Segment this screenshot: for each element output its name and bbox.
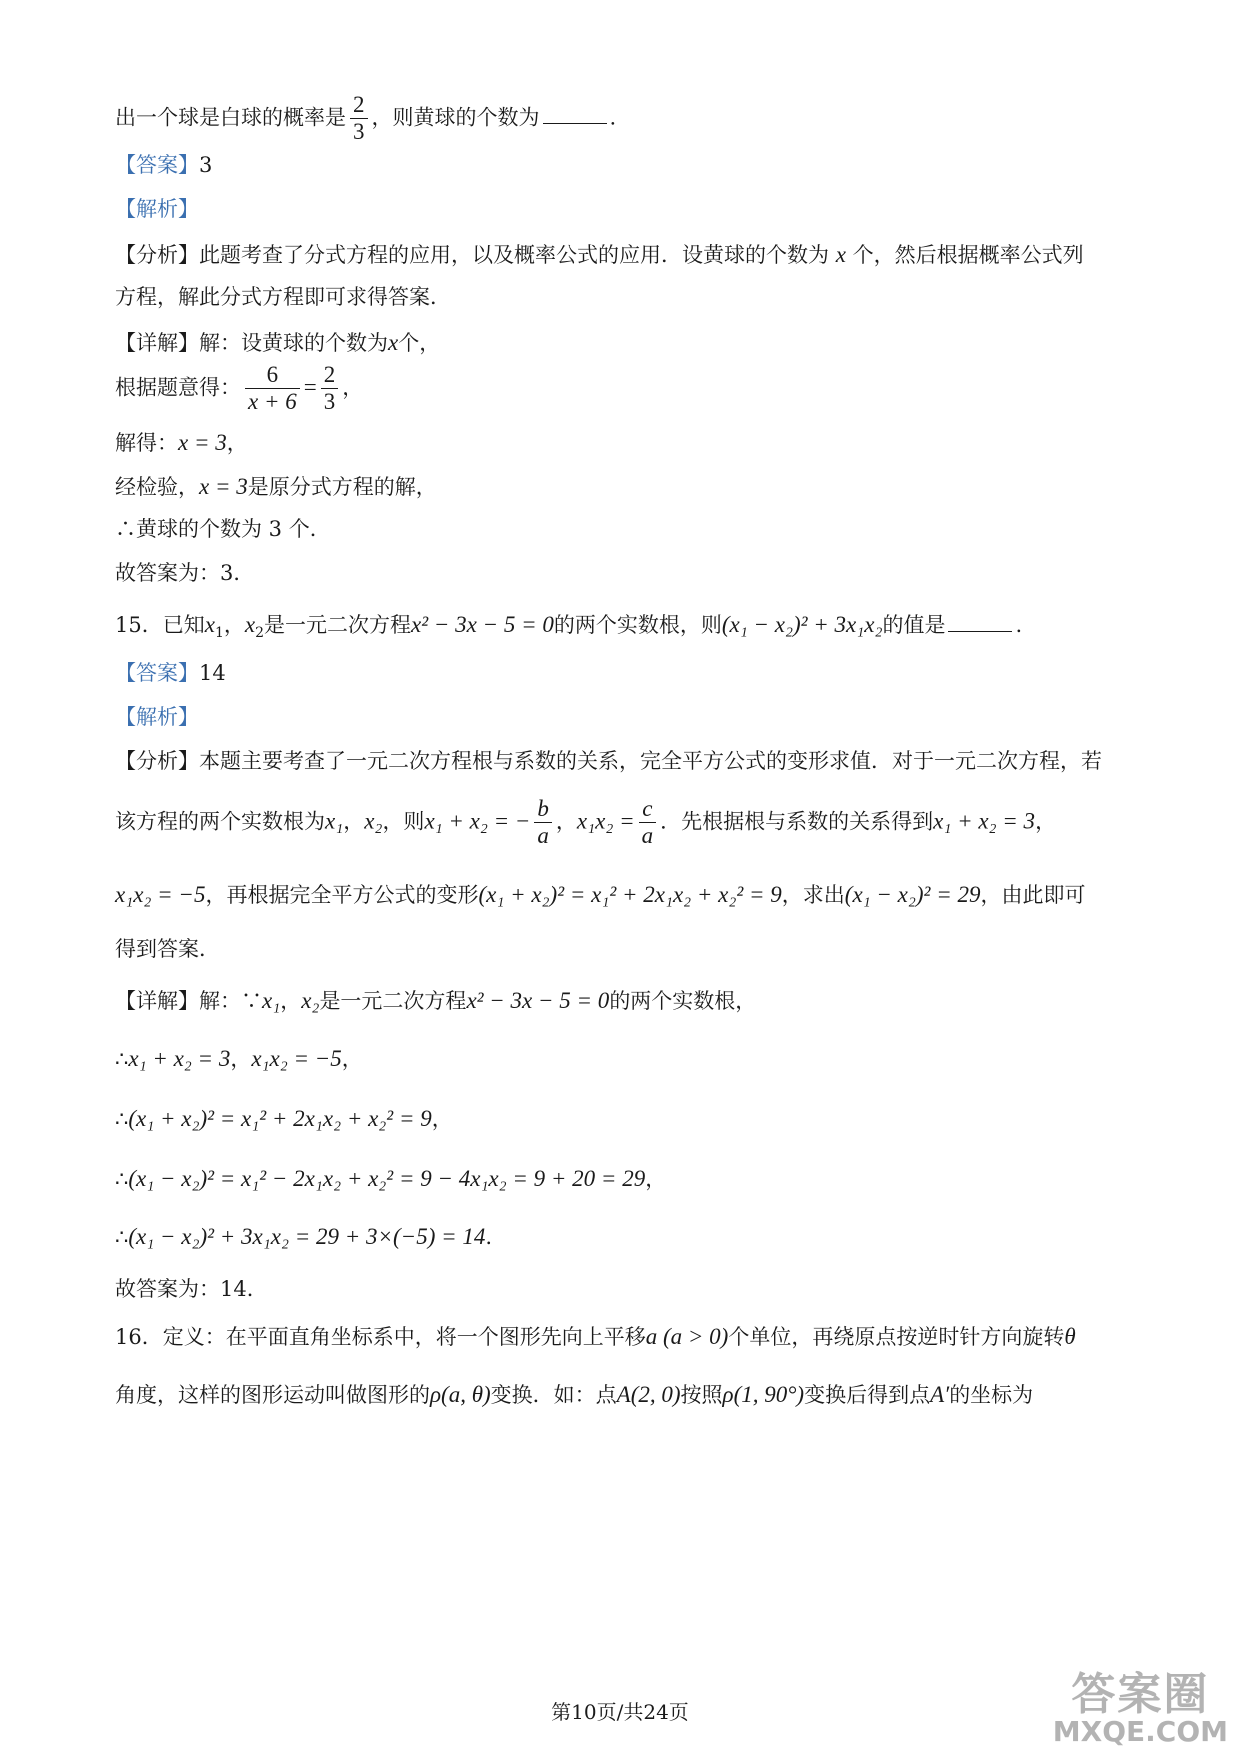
q14-analysis-tag: 【解析】	[115, 197, 199, 221]
q14-step3: 经检验，x = 3是原分式方程的解，	[115, 474, 437, 499]
q14-xiangjie: 【详解】解：设黄球的个数为x个，	[115, 330, 441, 355]
answer-value: 3	[199, 153, 213, 177]
q15-fenxi-line2: 该方程的两个实数根为x₁，x₂，则x₁ + x₂ = − $\frac{b}{a}$ ，x₁x₂ = $\frac{c}{a}$ ．先根据根与系数的关系得到x₁ + x₂ = 3，	[115, 796, 1057, 849]
q15-fenxi-line3: x₁x₂ = −5，再根据完全平方公式的变形(x₁ + x₂)² = x₁² + 2x₁x₂ + x₂² = 9，求出(x₁ − x₂)² = 29，由此即可	[115, 882, 1086, 907]
q16-line1: 16．定义：在平面直角坐标系中，将一个图形先向上平移a (a > 0)个单位，再绕原点按逆时针方向旋转θ	[115, 1324, 1076, 1349]
fraction-c-over-a: $\frac{c}{a}$	[639, 796, 657, 850]
answer-blank	[948, 613, 1012, 632]
fraction-6-over-x-plus-6: $\frac{6}{x + 6}$	[245, 362, 300, 416]
q15-step1: ∴x₁ + x₂ = 3，x₁x₂ = −5，	[115, 1046, 363, 1071]
watermark-bottom: MXQE.COM	[1052, 1715, 1228, 1749]
watermark-logo	[1052, 1669, 1228, 1749]
q15-step2: ∴(x₁ + x₂)² = x₁² + 2x₁x₂ + x₂² = 9，	[115, 1106, 453, 1131]
q14-step2: 解得：x = 3，	[115, 430, 248, 455]
q16-line2: 角度，这样的图形运动叫做图形的ρ(a, θ)变换．如：点A(2, 0)按照ρ(1, 90°)变换后得到点A′的坐标为	[115, 1382, 1034, 1407]
answer-value: 14	[199, 661, 226, 685]
q15-fenxi-line1: 【分析】本题主要考查了一元二次方程根与系数的关系，完全平方公式的变形求值．对于一元二次方程，若	[115, 749, 1102, 773]
q15-answer	[115, 660, 226, 687]
q15-final: 故答案为：14．	[115, 1277, 268, 1301]
fraction-two-thirds: $\frac{2}{3}$	[350, 92, 368, 146]
q15-fenxi-line4: 得到答案．	[115, 937, 220, 961]
fraction-two-thirds: $\frac{2}{3}$	[321, 362, 339, 416]
q15-question: 15．已知$x_1$，$x_2$是一元二次方程x² − 3x − 5 = 0的两个实数根，则(x₁ − x₂)² + 3x₁x₂的值是 .	[115, 612, 1023, 641]
q14-step5: 故答案为：3．	[115, 561, 255, 585]
q15-analysis-tag: 【解析】	[115, 705, 199, 729]
q14-answer	[115, 152, 212, 179]
q15-xiangjie: 【详解】解：∵x₁，x₂是一元二次方程x² − 3x − 5 = 0的两个实数根，	[115, 988, 757, 1013]
q14-step4: ∴黄球的个数为 3 个．	[115, 517, 331, 541]
page-footer: 第10页/共24页	[551, 1700, 689, 1724]
answer-tag: 【答案】	[115, 661, 199, 685]
watermark-top: 答案圈	[1071, 1669, 1210, 1721]
q15-step4: ∴(x₁ − x₂)² + 3x₁x₂ = 29 + 3×(−5) = 14.	[115, 1224, 493, 1249]
q14-line1: 出一个球是白球的概率是 $\frac{2}{3}$ ，则黄球的个数为 .	[115, 92, 617, 145]
fraction-b-over-a: $\frac{b}{a}$	[534, 796, 552, 850]
q14-fenxi-line2: 方程，解此分式方程即可求得答案．	[115, 285, 451, 309]
answer-blank	[543, 105, 607, 124]
q15-step3: ∴(x₁ − x₂)² = x₁² − 2x₁x₂ + x₂² = 9 − 4x₁x₂ = 9 + 20 = 29，	[115, 1166, 667, 1191]
answer-tag: 【答案】	[115, 153, 199, 177]
q14-fenxi-line1: 【分析】此题考查了分式方程的应用，以及概率公式的应用．设黄球的个数为 x 个，然后根据概率公式列	[115, 242, 1084, 267]
q14-step1: 根据题意得： $\frac{6}{x + 6}$ = $\frac{2}{3}$ ，	[115, 362, 364, 415]
